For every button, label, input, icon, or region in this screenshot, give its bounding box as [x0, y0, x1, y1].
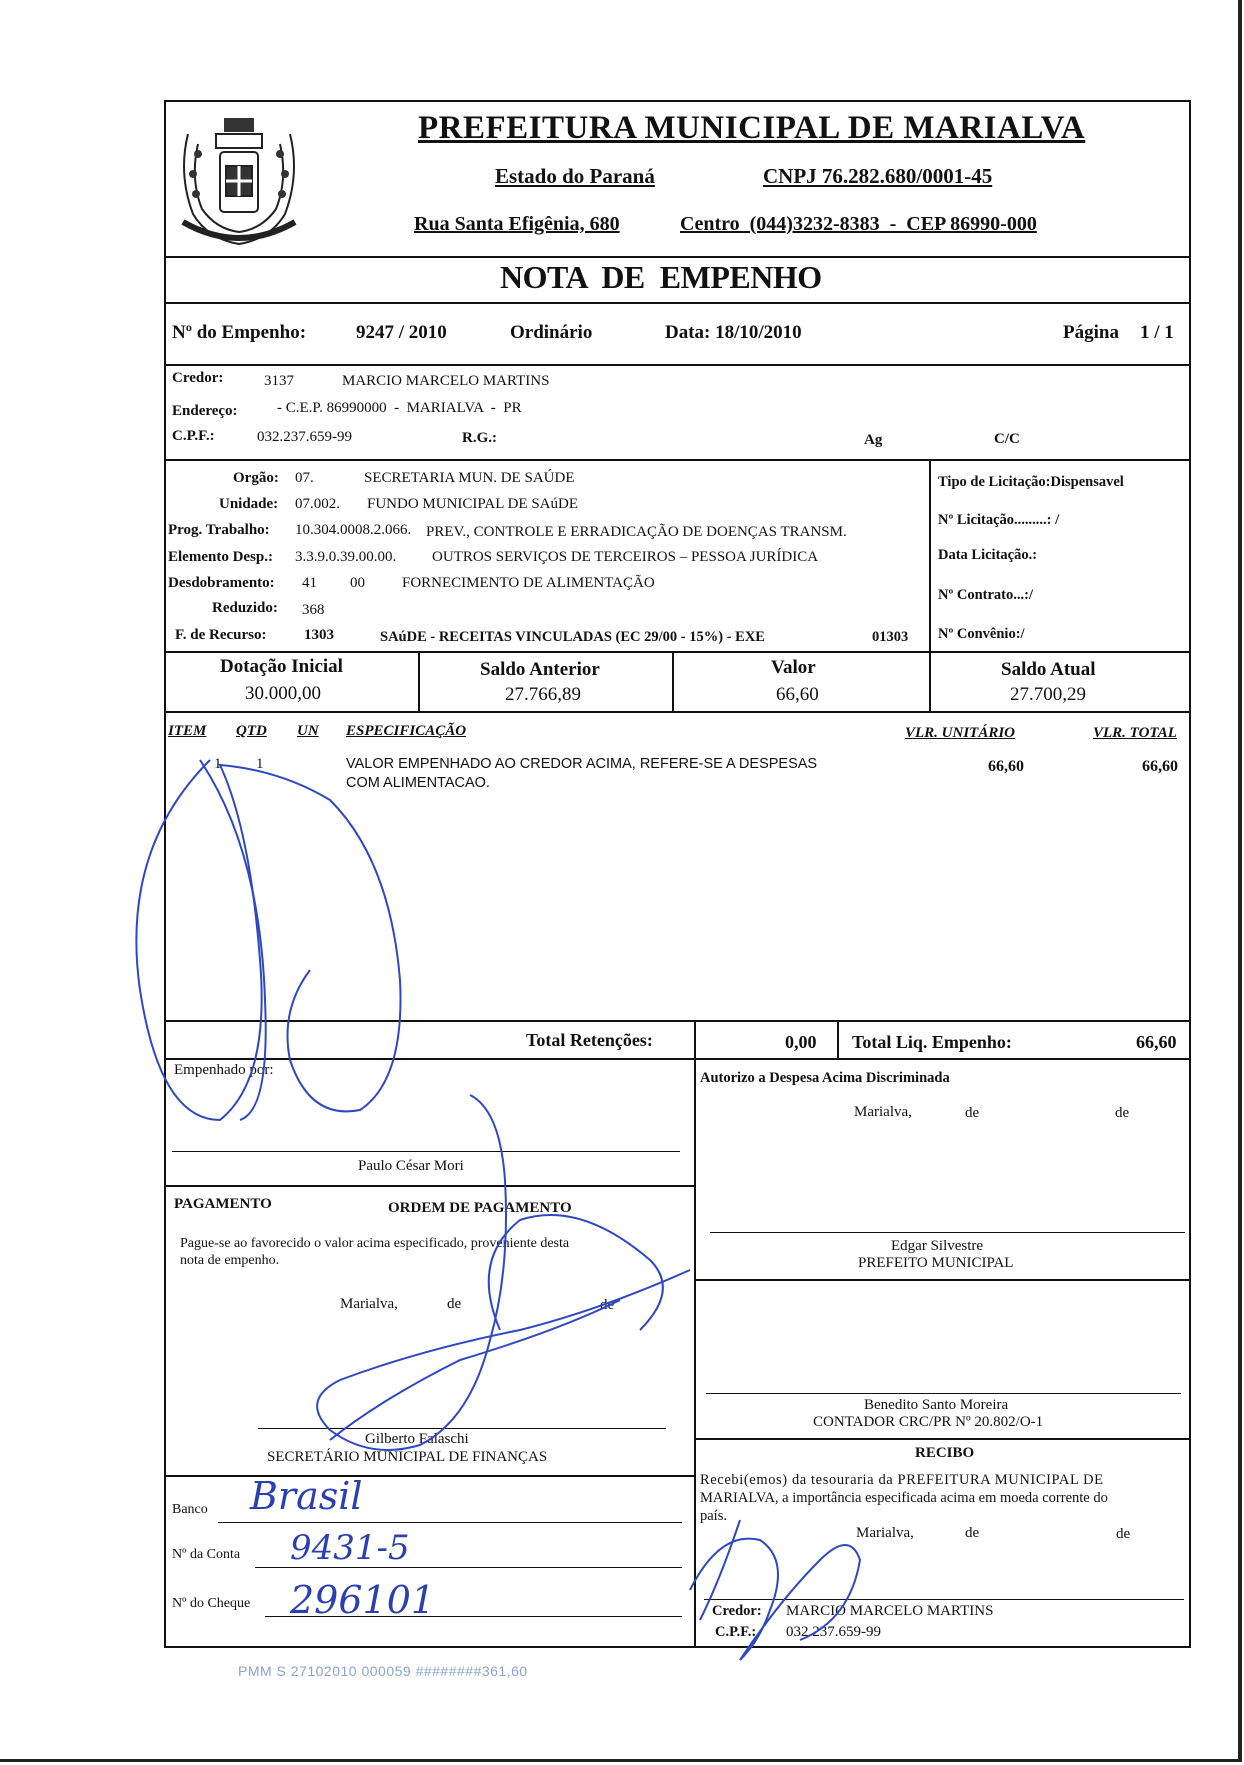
prog-trabalho-label: Prog. Trabalho: [168, 522, 270, 538]
recibo-marialva: Marialva, [856, 1525, 914, 1541]
document-title: NOTA DE EMPENHO [500, 259, 822, 295]
ordem-pagamento: ORDEM DE PAGAMENTO [388, 1200, 572, 1216]
page-number: 1 / 1 [1140, 322, 1174, 343]
cpf-label: C.P.F.: [172, 428, 215, 444]
saldo-atual-label: Saldo Atual [1001, 659, 1096, 680]
ag-label: Ag [864, 432, 883, 448]
item-spec-line1: VALOR EMPENHADO AO CREDOR ACIMA, REFERE-SE A DESPESAS [346, 756, 818, 772]
prog-trabalho-name: PREV., CONTROLE E ERRADICAÇÃO DE DOENÇAS TRANSM. [426, 524, 847, 540]
street-address: Rua Santa Efigênia, 680 [414, 213, 620, 235]
orgao-code: 07. [295, 470, 314, 486]
total-liquido-value: 66,60 [1136, 1032, 1177, 1052]
total-liquido-label: Total Liq. Empenho: [852, 1032, 1012, 1052]
pagamento-de1: de [447, 1296, 462, 1312]
numero-licitacao: Nº Licitação.........: / [938, 512, 1060, 528]
item-qtd: 1 [256, 756, 264, 772]
credor-address: - C.E.P. 86990000 - MARIALVA - PR [277, 400, 522, 416]
numero-contrato: Nº Contrato...:/ [938, 587, 1033, 603]
credor-name: MARCIO MARCELO MARTINS [342, 373, 550, 389]
cc-label: C/C [994, 431, 1020, 447]
recibo-credor-label: Credor: [712, 1603, 762, 1619]
pagamento-marialva: Marialva, [340, 1296, 398, 1312]
conta-handwritten: 9431-5 [290, 1528, 410, 1568]
state-name: Estado do Paraná [495, 164, 655, 188]
conta-label: Nº da Conta [172, 1547, 241, 1562]
pagamento-text-line2: nota de empenho. [180, 1253, 280, 1268]
autorizo-marialva: Marialva, [854, 1104, 912, 1120]
col-especificacao: ESPECIFICAÇÃO [346, 723, 467, 739]
saldo-atual-value: 27.700,29 [1010, 684, 1086, 705]
elemento-label: Elemento Desp.: [168, 549, 273, 565]
col-qtd: QTD [236, 723, 267, 739]
unidade-name: FUNDO MUNICIPAL DE SAúDE [367, 496, 578, 512]
desdobramento-name: FORNECIMENTO DE ALIMENTAÇÃO [402, 575, 655, 591]
total-retencoes-label: Total Retenções: [526, 1030, 653, 1050]
endereco-label: Endereço: [172, 403, 238, 419]
contador-role: CONTADOR CRC/PR Nº 20.802/O-1 [813, 1414, 1044, 1430]
banco-handwritten: Brasil [250, 1474, 363, 1518]
autorizo-de2: de [1115, 1105, 1130, 1121]
recibo-de2: de [1116, 1526, 1131, 1542]
elemento-code: 3.3.9.0.39.00.00. [295, 549, 397, 565]
secretario-role: SECRETÁRIO MUNICIPAL DE FINANÇAS [267, 1449, 548, 1465]
banco-label: Banco [172, 1502, 208, 1517]
tipo-licitacao: Tipo de Licitação:Dispensavel [938, 474, 1124, 490]
item-spec-line2: COM ALIMENTACAO. [346, 775, 490, 791]
credor-code: 3137 [264, 373, 294, 389]
saldo-anterior-label: Saldo Anterior [480, 659, 600, 680]
dotacao-inicial-value: 30.000,00 [245, 683, 321, 704]
prefeito-role: PREFEITO MUNICIPAL [858, 1255, 1014, 1271]
item-total-value: 66,60 [1142, 758, 1178, 775]
footer-stamp: PMM S 27102010 000059 ########361,60 [238, 1663, 528, 1679]
autorizo-label: Autorizo a Despesa Acima Discriminada [700, 1070, 950, 1086]
recibo-cpf-label: C.P.F.: [715, 1624, 757, 1640]
autorizo-de1: de [965, 1105, 980, 1121]
cnpj: CNPJ 76.282.680/0001-45 [763, 164, 993, 188]
elemento-name: OUTROS SERVIÇOS DE TERCEIROS – PESSOA JURÍDICA [432, 549, 819, 565]
empenho-number: 9247 / 2010 [356, 322, 447, 343]
fonte-recurso-code: 1303 [304, 627, 334, 643]
valor-value: 66,60 [776, 684, 819, 705]
empenho-type: Ordinário [510, 322, 593, 343]
contador-name: Benedito Santo Moreira [864, 1397, 1009, 1413]
secretario-name: Gilberto Falaschi [365, 1431, 469, 1447]
desdobramento-label: Desdobramento: [168, 575, 275, 591]
empenhado-por-label: Empenhado por: [174, 1062, 274, 1078]
item-number: 1 [214, 756, 222, 772]
unidade-label: Unidade: [219, 496, 279, 512]
credor-label: Credor: [172, 370, 224, 386]
fonte-recurso-name: SAúDE - RECEITAS VINCULADAS (EC 29/00 - 15%) - EXE [380, 629, 765, 645]
recibo-text-line3: país. [700, 1508, 727, 1524]
col-item: ITEM [168, 723, 207, 739]
prog-trabalho-code: 10.304.0008.2.066. [295, 522, 412, 538]
prefeito-name: Edgar Silvestre [891, 1238, 984, 1254]
col-valor-total: VLR. TOTAL [1093, 725, 1177, 741]
col-valor-unitario: VLR. UNITÁRIO [905, 725, 1016, 741]
pagamento-de2: de [600, 1297, 615, 1313]
fonte-recurso-label: F. de Recurso: [175, 627, 267, 643]
fonte-recurso-number: 01303 [872, 629, 909, 645]
empenho-number-label: Nº do Empenho: [172, 322, 307, 343]
pagamento-text-line1: Pague-se ao favorecido o valor acima especificado, proveniente desta [180, 1236, 570, 1251]
item-unit-value: 66,60 [988, 758, 1024, 775]
empenhado-por-name: Paulo César Mori [358, 1158, 464, 1174]
col-un: UN [297, 723, 319, 739]
unidade-code: 07.002. [295, 496, 340, 512]
recibo-text-line1: Recebi(emos) da tesouraria da PREFEITURA MUNICIPAL DE [700, 1472, 1104, 1488]
address-contact: Centro (044)3232-8383 - CEP 86990-000 [680, 213, 1037, 235]
valor-label: Valor [771, 657, 816, 678]
pagamento-title: PAGAMENTO [174, 1196, 272, 1212]
dotacao-inicial-label: Dotação Inicial [220, 656, 343, 677]
cheque-handwritten: 296101 [290, 1578, 436, 1622]
recibo-text-line2: MARIALVA, a importância especificada acima em moeda corrente do [700, 1490, 1108, 1506]
empenho-date: Data: 18/10/2010 [665, 322, 802, 343]
orgao-name: SECRETARIA MUN. DE SAÚDE [364, 470, 575, 486]
recibo-credor-name: MARCIO MARCELO MARTINS [786, 1603, 994, 1619]
recibo-title: RECIBO [915, 1445, 975, 1461]
cheque-label: Nº do Cheque [172, 1596, 251, 1611]
desdobramento-code1: 41 [302, 575, 317, 591]
numero-convenio: Nº Convênio:/ [938, 626, 1025, 642]
credor-cpf: 032.237.659-99 [257, 429, 352, 445]
saldo-anterior-value: 27.766,89 [505, 684, 581, 705]
recibo-cpf: 032.237.659-99 [786, 1624, 881, 1640]
municipality-title: PREFEITURA MUNICIPAL DE MARIALVA [418, 110, 1086, 146]
reduzido-label: Reduzido: [212, 600, 278, 616]
data-licitacao: Data Licitação.: [938, 547, 1038, 563]
desdobramento-code2: 00 [350, 575, 365, 591]
recibo-de1: de [965, 1525, 980, 1541]
page-label: Página [1063, 322, 1119, 343]
total-retencoes-value: 0,00 [785, 1032, 817, 1052]
reduzido-value: 368 [302, 602, 325, 618]
orgao-label: Orgão: [233, 470, 279, 486]
rg-label: R.G.: [462, 430, 497, 446]
